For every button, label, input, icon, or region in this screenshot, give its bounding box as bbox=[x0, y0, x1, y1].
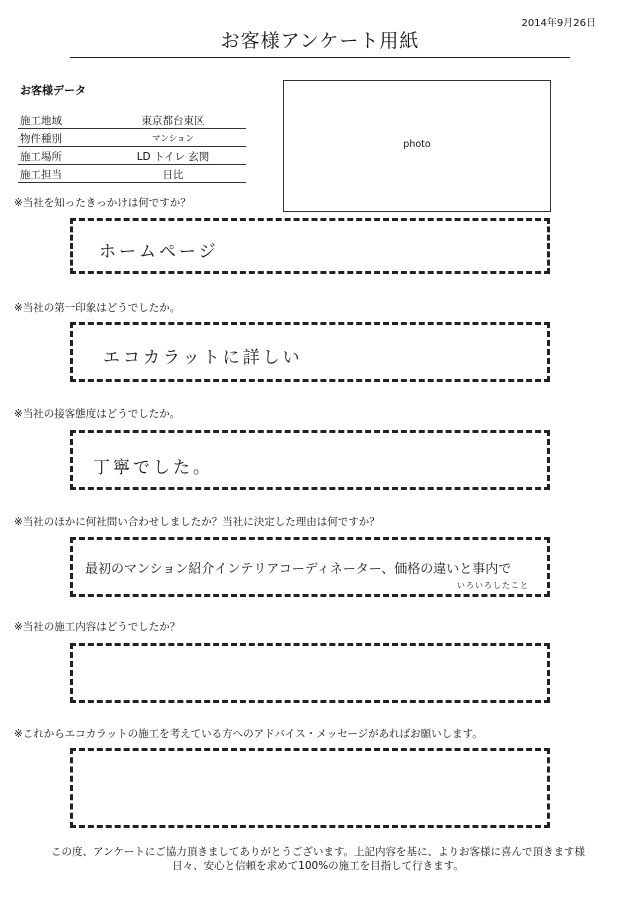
photo-label: photo bbox=[403, 139, 431, 150]
footer-line-2: 日々、安心と信頼を求めて100%の施工を目指して行きます。 bbox=[172, 860, 464, 872]
customer-data-heading: お客様データ bbox=[20, 84, 86, 97]
info-row-property-type bbox=[18, 128, 246, 147]
answer-box-4 bbox=[70, 537, 550, 597]
answer-box-5 bbox=[70, 643, 550, 703]
info-value: LD トイレ 玄関 bbox=[136, 151, 210, 163]
info-row-staff bbox=[18, 164, 246, 183]
title-underline bbox=[70, 57, 570, 58]
info-label: 施工担当 bbox=[20, 169, 62, 181]
answer-4-note: いろいろしたこと bbox=[457, 581, 529, 590]
info-row-area bbox=[18, 110, 246, 129]
footer-line-1: この度、アンケートにご協力頂きましてありがとうございます。上記内容を基に、よりお客様に喜んで頂きます様 bbox=[50, 846, 586, 858]
answer-box-2 bbox=[70, 322, 550, 382]
info-label: 施工地域 bbox=[20, 115, 62, 127]
title-block bbox=[70, 28, 570, 58]
info-label: 物件種別 bbox=[20, 133, 62, 145]
answer-4-text: 最初のマンション紹介インテリアコーディネーター、価格の違いと事内で bbox=[85, 562, 512, 577]
photo-placeholder bbox=[283, 80, 551, 212]
survey-date: 2014年9月26日 bbox=[521, 18, 596, 29]
question-4: ※当社のほかに何社問い合わせしましたか？当社に決定した理由は何ですか？ bbox=[14, 516, 380, 528]
answer-box-1 bbox=[70, 218, 550, 274]
answer-box-6 bbox=[70, 748, 550, 828]
question-2: ※当社の第一印象はどうでしたか。 bbox=[14, 302, 181, 314]
info-label: 施工場所 bbox=[20, 151, 62, 163]
info-row-location bbox=[18, 146, 246, 165]
question-6: ※これからエコカラットの施工を考えている方へのアドバイス・メッセージがあればお願いします。 bbox=[14, 728, 483, 740]
answer-1-text: ホームページ bbox=[99, 242, 219, 262]
answer-box-3 bbox=[70, 430, 550, 490]
info-value: 日比 bbox=[162, 169, 184, 181]
question-1: ※当社を知ったきっかけは何ですか？ bbox=[14, 197, 191, 209]
page-title: お客様アンケート用紙 bbox=[220, 30, 420, 52]
info-value: 東京都台東区 bbox=[141, 115, 205, 127]
question-5: ※当社の施工内容はどうでしたか？ bbox=[14, 621, 181, 633]
answer-2-text: エコカラットに詳しい bbox=[103, 348, 303, 368]
info-value: マンション bbox=[151, 134, 195, 144]
answer-3-text: 丁寧でした。 bbox=[93, 458, 213, 478]
question-3: ※当社の接客態度はどうでしたか。 bbox=[14, 408, 181, 420]
